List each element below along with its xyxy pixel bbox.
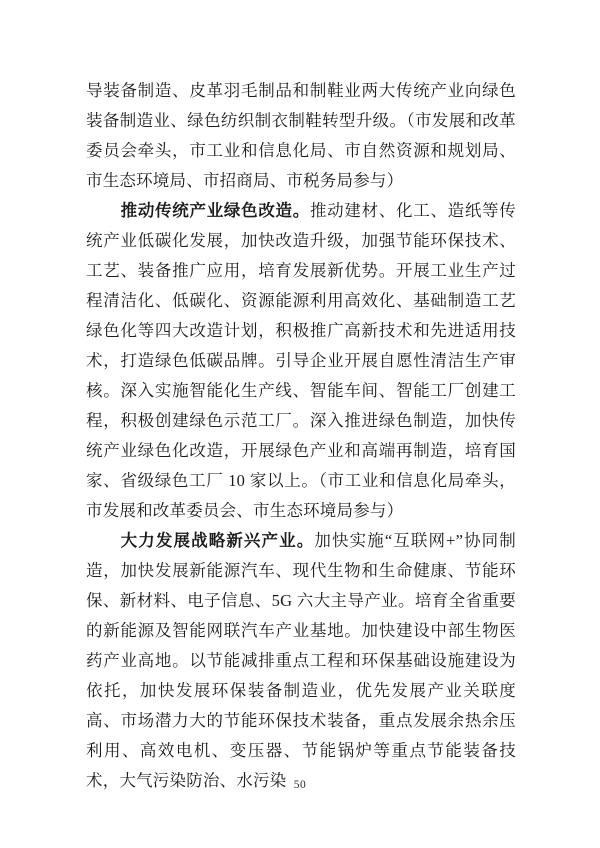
paragraph-lead: 大力发展战略新兴产业。 xyxy=(120,531,315,550)
paragraph-strategic-industries xyxy=(86,526,516,796)
page-number: 50 xyxy=(293,779,307,791)
paragraph-continuation xyxy=(86,76,516,196)
paragraph-text: 推动建材、化工、造纸等传统产业低碳化发展，加快改造升级，加强节能环保技术、工艺、装备推广应用，培育发展新优势。开展工业生产过程清洁化、低碳化、资源能源利用高效化、基础制造工艺绿色化等四大改造计划，积极推广高新技术和先进适用技术，打造绿色低碳品牌。引导企业开展自愿性清洁生产审核。深入实施智能化生产线、智能车间、智能工厂创建工程，积极创建绿色示范工厂。深入推进绿色制造，加快传统产业绿色化改造，开展绿色产业和高端再制造，培育国家、省级绿色工厂 10 家以上。（市工业和信息化局牵头，市发展和改革委员会、市生态环境局参与） xyxy=(86,201,516,520)
paragraph-text: 导装备制造、皮革羽毛制品和制鞋业两大传统产业向绿色装备制造业、绿色纺织制衣制鞋转型升级。（市发展和改革委员会牵头，市工业和信息化局、市自然资源和规划局、市生态环境局、市招商局、市税务局参与） xyxy=(86,81,516,190)
paragraph-lead: 推动传统产业绿色改造。 xyxy=(120,201,310,220)
paragraph-text: 加快实施“互联网+”协同制造，加快发展新能源汽车、现代生物和生命健康、节能环保、新材料、电子信息、5G 六大主导产业。培育全省重要的新能源及智能网联汽车产业基地。加快建设中部生物医药产业高地。以节能减排重点工程和环保基础设施建设为依托，加快发展环保装备制造业，优先发展产业关联度高、市场潜力大的节能环保技术装备，重点发展余热余压利用、高效电机、变压器、节能锅炉等重点节能装备技术，大气污染防治、水污染 xyxy=(86,531,516,790)
paragraph-green-upgrade xyxy=(86,196,516,526)
document-body xyxy=(86,76,516,796)
